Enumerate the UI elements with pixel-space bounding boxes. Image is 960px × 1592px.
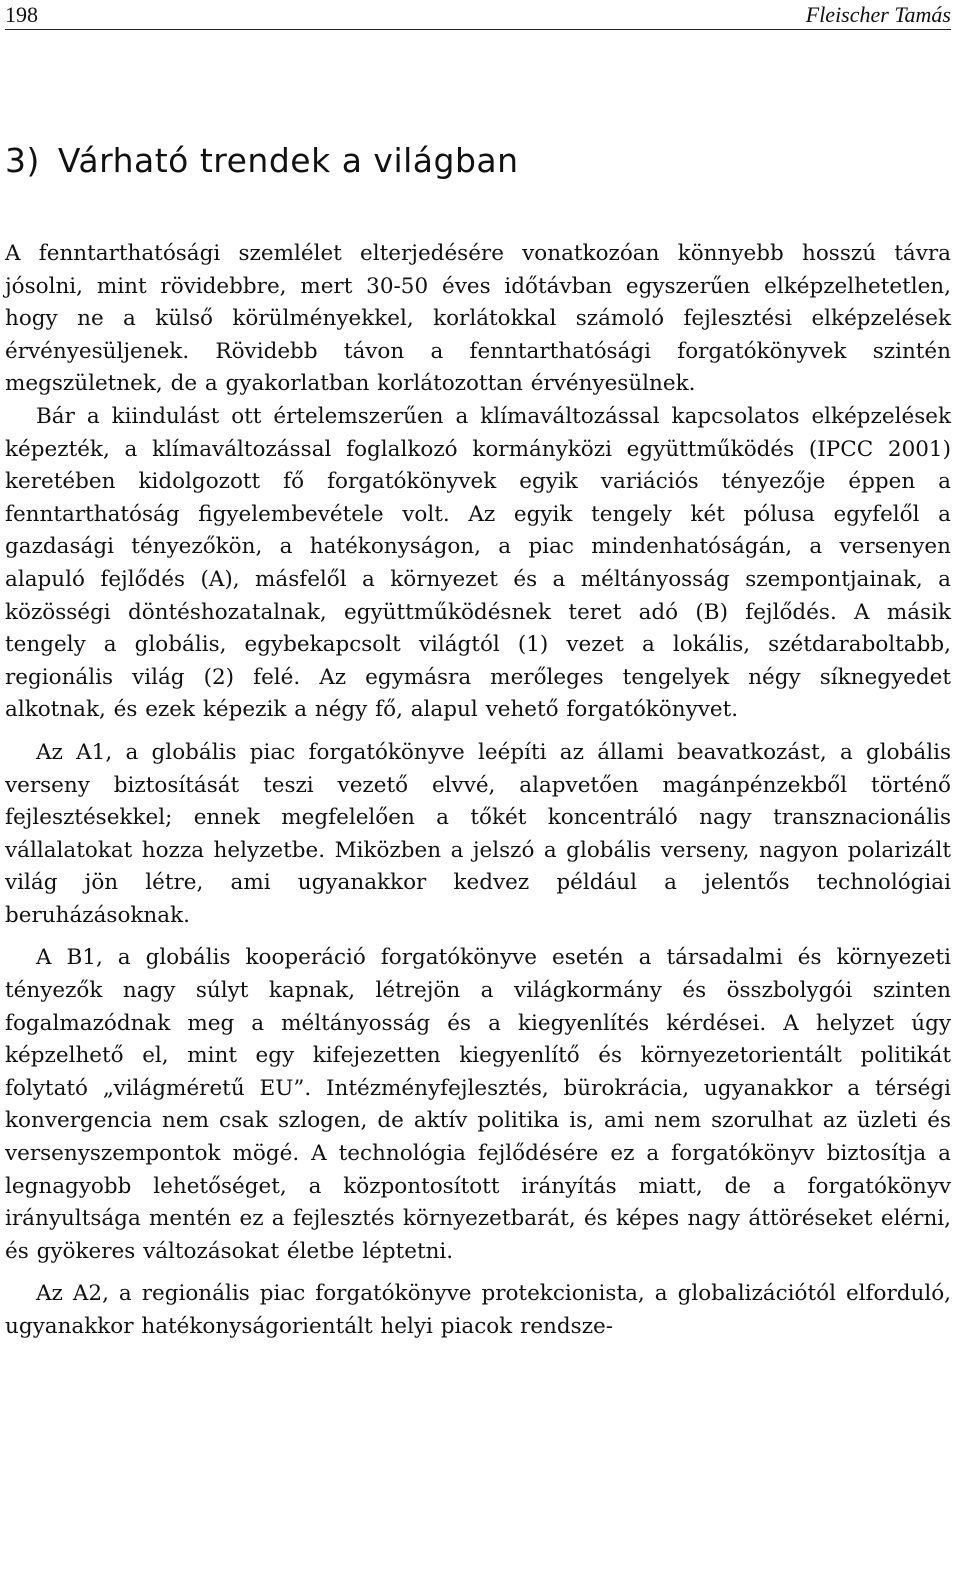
section-number: 3) [5, 141, 40, 180]
section-heading [5, 140, 951, 182]
paragraph-ipcc-axes: Bár a kiindulást ott értelemszerűen a klímaváltozással kapcsolatos elképzelések képezték, a klímaváltozással foglalkozó kormányközi együttműködés (IPCC 2001) keretében kidolgozott fő forgatókönyvek egyik variációs tényezője éppen a fenntarthatóság figyelembevétele volt. Az egyik tengely két pólusa egyfelől a gazdasági tényezőkön, a hatékonyságon, a piac mindenhatóságán, a versenyen alapuló fejlődés (A), másfelől a környezet és a méltányosság szempontjainak, a közösségi döntéshozatalnak, együttműködésnek teret adó (B) fejlődés. A másik tengely a globális, egybekapcsolt világtól (1) vezet a lokális, szétdaraboltabb, regionális világ (2) felé. Az egymásra merőleges tengelyek négy síknegyedet alkotnak, és ezek képezik a négy fő, alapul vehető forgatókönyvet. [5, 403, 951, 723]
paragraph-intro: A fenntarthatósági szemlélet elterjedésére vonatkozóan könnyebb hosszú távra jósolni, mint rövidebbre, mert 30-50 éves időtávban egyszerűen elképzelhetetlen, hogy ne a külső körülményekkel, korlátokkal számoló fejlesztési elképzelések érvényesüljenek. Rövidebb távon a fenntarthatósági forgatókönyvek szintén megszületnek, de a gyakorlatban korlátozottan érvényesülnek. [5, 241, 951, 397]
section-title: Várható trendek a világban [57, 141, 519, 180]
paragraph-a1-scenario: Az A1, a globális piac forgatókönyve leépíti az állami beavatkozást, a globális verseny biztosítását teszi vezető elvvé, alapvetően magánpénzekből történő fejlesztésekkel; ennek megfelelően a tőkét koncentráló nagy transznacionális vállalatokat hozza helyzetbe. Miközben a jelszó a globális verseny, nagyon polarizált világ jön létre, ami ugyanakkor kedvez például a jelentős technológiai beruházásoknak. [5, 739, 951, 928]
page-number: 198 [5, 2, 38, 27]
paragraph-a2-scenario: Az A2, a regionális piac forgatókönyve protekcionista, a globalizációtól elforduló, ugyanakkor hatékonyságorientált helyi piacok rendsze- [5, 1281, 951, 1339]
paragraph-b1-scenario: A B1, a globális kooperáció forgatókönyve esetén a társadalmi és környezeti tényezők nagy súlyt kapnak, létrejön a világkormány és összbolygói szinten fogalmazódnak meg a méltányosság és a kiegyenlítés kérdései. A helyzet úgy képzelhető el, mint egy kifejezetten kiegyenlítő és környezetorientált politikát folytató „világméretű EU”. Intézményfejlesztés, bürokrácia, ugyanakkor a térségi konvergencia nem csak szlogen, de aktív politika is, ami nem szorulhat az üzleti és versenyszempontok mögé. A technológia fejlődésére ez a forgatókönyv biztosítja a legnagyobb lehetőséget, a központosított irányítás miatt, de a forgatókönyv irányultsága mentén ez a fejlesztés környezetbarát, és képes nagy áttöréseket elérni, és gyökeres változásokat életbe léptetni. [5, 945, 951, 1264]
running-header [5, 0, 951, 30]
author-name: Fleischer Tamás [805, 2, 951, 27]
body-text [5, 238, 951, 1344]
